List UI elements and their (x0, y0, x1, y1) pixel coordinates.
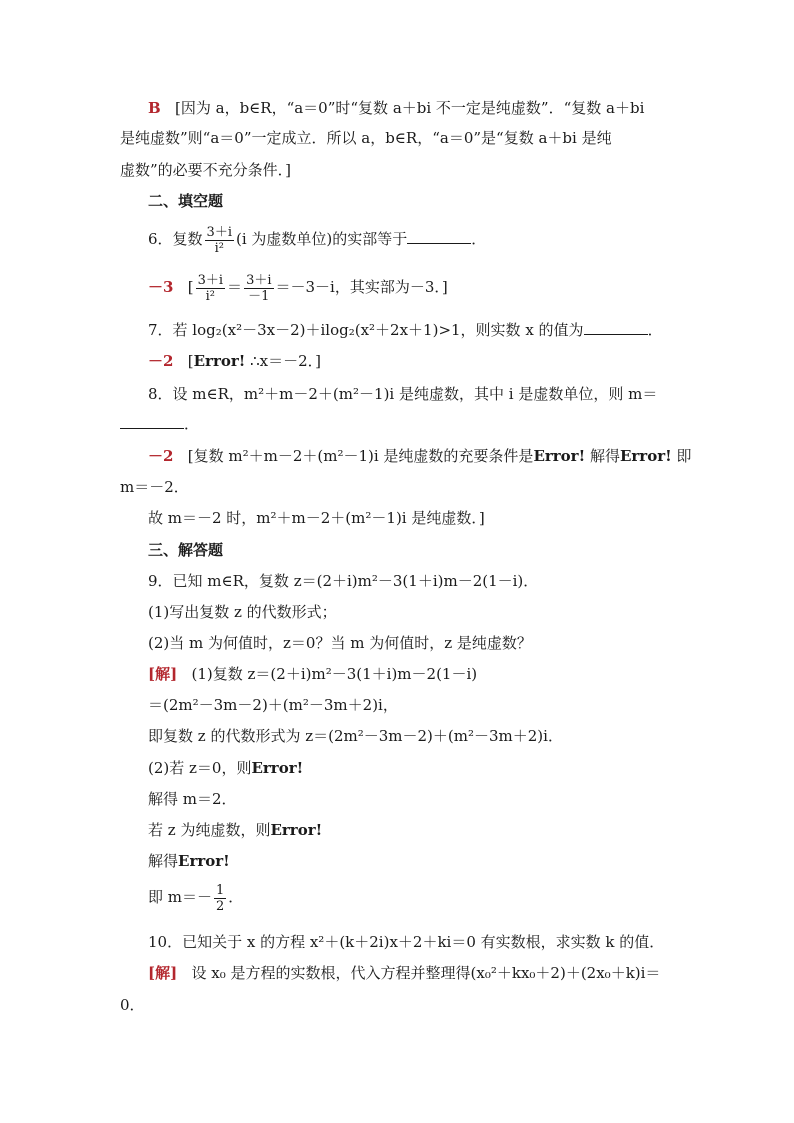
q9-error-1: Error! (251, 759, 304, 777)
q9-solution-line-3: 即复数 z 的代数形式为 z＝(2m²－3m－2)＋(m²－3m＋2)i． (148, 727, 563, 745)
q9-error-3: Error! (178, 852, 230, 870)
q8-sol-c: 即 (671, 447, 692, 465)
q8-stem-blank-line (120, 414, 199, 434)
q6-frac-den: i² (214, 240, 224, 256)
q6-sol-f1-num: 3＋i (197, 272, 224, 288)
q9-part-1: (1)写出复数 z 的代数形式； (148, 603, 337, 621)
q8-blank (120, 414, 184, 429)
q6-blank (407, 229, 471, 244)
q10-solution-line-1 (148, 963, 660, 983)
q9-s7: 解得 (148, 852, 179, 870)
q7-error: Error! (193, 352, 246, 370)
q9-jie-label: [解] (148, 665, 178, 683)
q5-solution-line-1 (148, 98, 644, 118)
section-heading-fill-in: 二、填空题 (148, 192, 224, 210)
q8-stem: 8．设 m∈R，m²＋m－2＋(m²－1)i 是纯虚数，其中 i 是虚数单位，则 m＝ (148, 385, 658, 403)
q9-solution-line-8 (148, 880, 243, 914)
q7-answer: －2 (148, 352, 174, 370)
q8-stem-end: ． (184, 415, 200, 433)
q8-sol-b: 解得 (585, 447, 620, 465)
q9-s8-end: ． (228, 888, 244, 906)
q6-answer: －3 (148, 278, 174, 296)
q7-sol-open: [ (187, 352, 194, 370)
q9-s8-num: 1 (216, 882, 225, 898)
q6-sol-f2-den: －1 (248, 288, 270, 304)
q10-stem: 10．已知关于 x 的方程 x²＋(k＋2i)x＋2＋ki＝0 有实数根，求实数 k 的值． (148, 933, 665, 951)
q6-frac-num: 3＋i (206, 224, 232, 240)
q7-stem (148, 320, 663, 340)
q9-part-2: (2)当 m 为何值时，z＝0？当 m 为何值时，z 是纯虚数？ (148, 634, 532, 652)
q8-solution-line-3: 故 m＝－2 时，m²＋m－2＋(m²－1)i 是纯虚数．] (148, 509, 485, 527)
q9-s4: (2)若 z＝0，则 (148, 759, 252, 777)
q5-text-1: [因为 a，b∈R，“a＝0”时“复数 a＋bi 不一定是纯虚数”．“复数 a＋bi (175, 99, 645, 117)
q6-stem-pre: 6．复数 (148, 230, 203, 248)
q5-solution-line-3: 虚数”的必要不充分条件．] (120, 161, 292, 179)
q6-fraction (205, 225, 234, 256)
q6-sol-rest: ＝－3－i，其实部为－3．] (275, 278, 448, 296)
q9-stem: 9．已知 m∈R，复数 z＝(2＋i)m²－3(1＋i)m－2(1－i)． (148, 572, 539, 590)
q10-s1: 设 x₀ 是方程的实数根，代入方程并整理得(x₀²＋kx₀＋2)＋(2x₀＋k)i＝ (191, 964, 661, 982)
q9-half-fraction (214, 883, 226, 914)
q6-solution (148, 270, 448, 304)
q7-sol-rest: ∴x＝－2．] (245, 352, 322, 370)
q8-answer: －2 (148, 447, 174, 465)
q9-s8-pre: 即 m＝－ (148, 888, 212, 906)
q6-stem-end: ． (471, 230, 487, 248)
q7-blank (584, 320, 648, 335)
q6-sol-f2-num: 3＋i (246, 272, 272, 288)
q9-solution-line-6 (148, 820, 322, 840)
q9-solution-line-4 (148, 758, 303, 778)
q7-stem-end: ． (647, 321, 663, 339)
q9-solution-line-1 (148, 664, 477, 684)
q8-error-2: Error! (619, 447, 672, 465)
q6-stem (148, 222, 486, 256)
q10-jie-label: [解] (148, 964, 178, 982)
q8-error-1: Error! (533, 447, 586, 465)
q8-solution-line-2: m＝－2． (120, 478, 189, 496)
q8-solution-line-1 (148, 446, 691, 466)
q8-sol-a: [复数 m²＋m－2＋(m²－1)i 是纯虚数的充要条件是 (187, 447, 534, 465)
q5-solution-line-2: 是纯虚数”则“a＝0”一定成立．所以 a，b∈R，“a＝0”是“复数 a＋bi 是纯 (120, 129, 612, 147)
q6-sol-fraction-2 (244, 273, 273, 304)
q6-sol-eq: ＝ (227, 278, 243, 296)
q10-solution-line-2: 0． (120, 996, 145, 1014)
q9-solution-line-5: 解得 m＝2． (148, 790, 237, 808)
q9-solution-line-2: ＝(2m²－3m－2)＋(m²－3m＋2)i， (148, 696, 398, 714)
q9-s1: (1)复数 z＝(2＋i)m²－3(1＋i)m－2(1－i) (191, 665, 478, 683)
q6-sol-open: [ (187, 278, 194, 296)
q7-solution (148, 351, 321, 371)
q9-error-2: Error! (270, 821, 323, 839)
q6-sol-f1-den: i² (205, 288, 216, 304)
q6-stem-post: (i 为虚数单位)的实部等于 (235, 230, 408, 248)
q7-stem-text: 7．若 log₂(x²－3x－2)＋ilog₂(x²＋2x＋1)>1，则实数 x 的值为 (148, 321, 584, 339)
q9-solution-line-7 (148, 851, 230, 871)
q6-sol-fraction-1 (196, 273, 225, 304)
section-heading-solutions: 三、解答题 (148, 541, 224, 559)
q9-s6: 若 z 为纯虚数，则 (148, 821, 271, 839)
q5-answer: B (148, 99, 161, 117)
q9-s8-den: 2 (216, 898, 225, 914)
